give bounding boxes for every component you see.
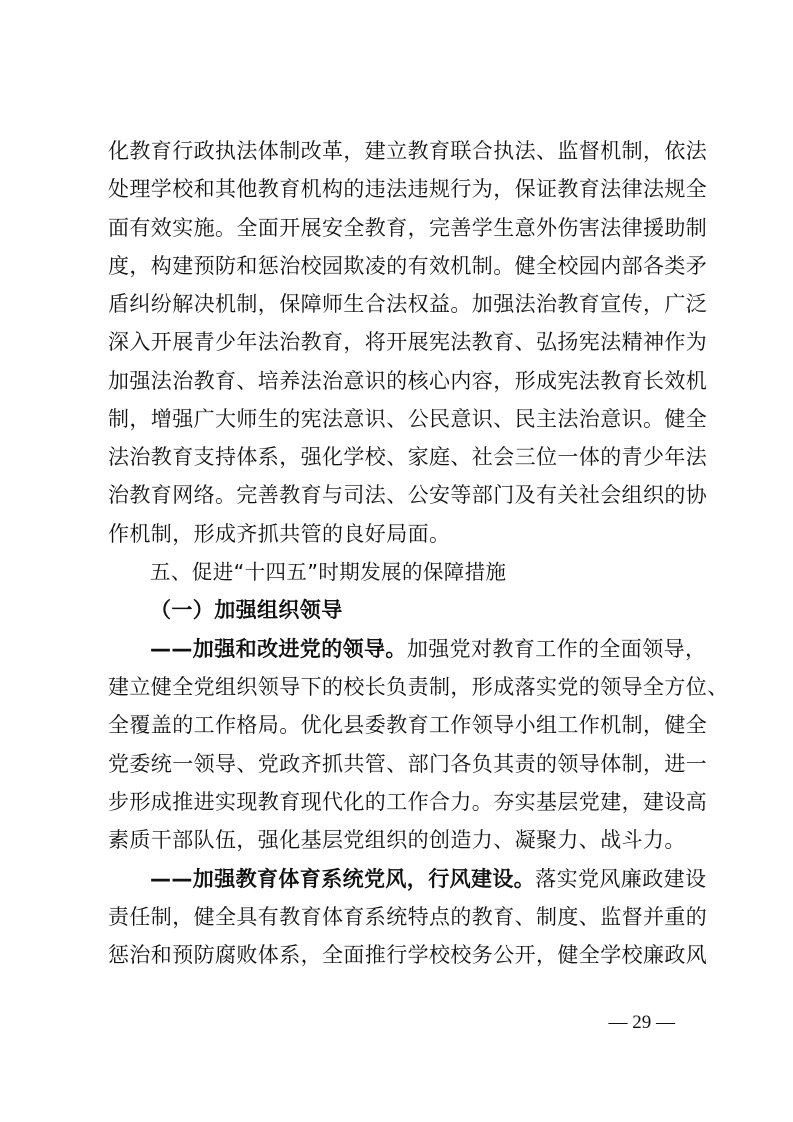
body-line: 加强法治教育、培养法治意识的核心内容，形成宪法教育长效机 — [108, 369, 708, 393]
body-line: 全覆盖的工作格局。优化县委教育工作领导小组工作机制，健全 — [108, 713, 708, 737]
body-line: 处理学校和其他教育机构的违法违规行为，保证教育法律法规全 — [108, 177, 708, 201]
body-line: 惩治和预防腐败体系，全面推行学校校务公开，健全学校廉政风 — [108, 943, 708, 967]
paragraph-first-line — [150, 634, 707, 664]
body-line: 建立健全党组织领导下的校长负责制，形成落实党的领导全方位、 — [108, 675, 729, 699]
paragraph-text: 加强党对教育工作的全面领导， — [406, 637, 707, 661]
body-line: 治教育网络。完善教育与司法、公安等部门及有关社会组织的协 — [108, 483, 708, 507]
body-line: 化教育行政执法体制改革，建立教育联合执法、监督机制，依法 — [108, 139, 708, 163]
section-heading: 五、促进“十四五”时期发展的保障措施 — [150, 560, 507, 584]
page-number: — 29 — — [608, 1012, 675, 1033]
body-line: 盾纠纷解决机制，保障师生合法权益。加强法治教育宣传，广泛 — [108, 292, 708, 316]
body-line: 责任制，健全具有教育体育系统特点的教育、制度、监督并重的 — [108, 905, 708, 929]
paragraph-lead: ——加强和改进党的领导。 — [150, 637, 407, 661]
paragraph-text: 落实党风廉政建设 — [535, 867, 707, 891]
body-line: 素质干部队伍，强化基层党组织的创造力、凝聚力、战斗力。 — [108, 828, 686, 852]
body-line: 步形成推进实现教育现代化的工作合力。夯实基层党建，建设高 — [108, 790, 708, 814]
paragraph-lead: ——加强教育体育系统党风，行风建设。 — [150, 867, 536, 891]
body-line: 深入开展青少年法治教育，将开展宪法教育、弘扬宪法精神作为 — [108, 330, 708, 354]
body-line: 作机制，形成齐抓共管的良好局面。 — [108, 522, 451, 546]
body-line: 制，增强广大师生的宪法意识、公民意识、民主法治意识。健全 — [108, 407, 708, 431]
subsection-heading: （一）加强组织领导 — [150, 598, 343, 622]
body-line: 度，构建预防和惩治校园欺凌的有效机制。健全校园内部各类矛 — [108, 254, 708, 278]
body-line: 法治教育支持体系，强化学校、家庭、社会三位一体的青少年法 — [108, 445, 708, 469]
paragraph-first-line — [150, 864, 707, 894]
body-line: 党委统一领导、党政齐抓共管、部门各负其责的领导体制，进一 — [108, 752, 708, 776]
body-line: 面有效实施。全面开展安全教育，完善学生意外伤害法律援助制 — [108, 216, 708, 240]
